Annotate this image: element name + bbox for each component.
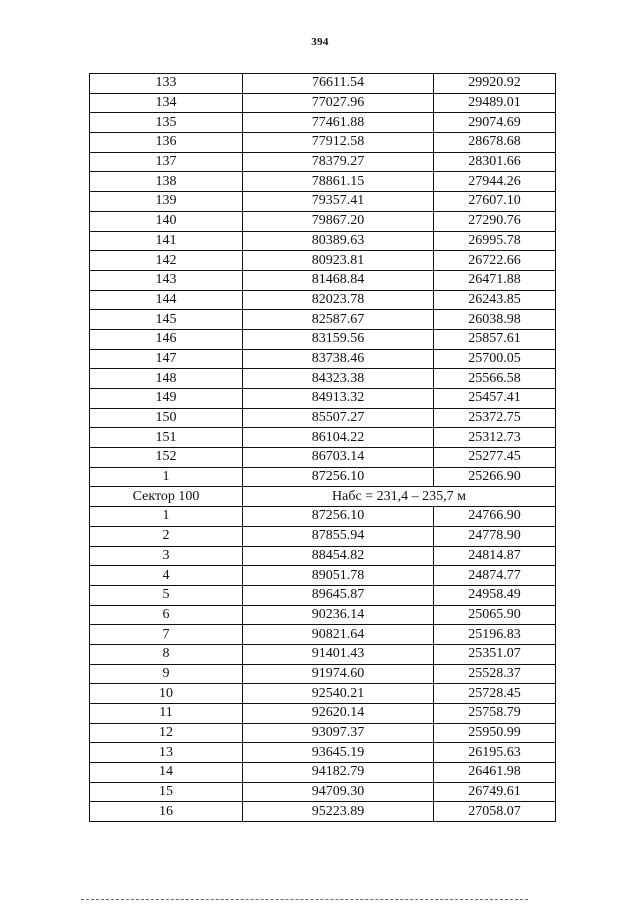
y-coordinate-cell: 25266.90 xyxy=(434,467,556,487)
point-number-cell: 147 xyxy=(90,349,243,369)
table-row xyxy=(90,526,556,546)
point-number-cell: 4 xyxy=(90,566,243,586)
point-number-cell: 11 xyxy=(90,704,243,724)
table-row xyxy=(90,93,556,113)
y-coordinate-cell: 25728.45 xyxy=(434,684,556,704)
x-coordinate-cell: 79867.20 xyxy=(243,211,434,231)
table-row xyxy=(90,802,556,822)
table-row xyxy=(90,644,556,664)
table-row xyxy=(90,349,556,369)
table-row xyxy=(90,566,556,586)
point-number-cell: 144 xyxy=(90,290,243,310)
x-coordinate-cell: 93645.19 xyxy=(243,743,434,763)
y-coordinate-cell: 25457.41 xyxy=(434,389,556,409)
point-number-cell: 16 xyxy=(90,802,243,822)
x-coordinate-cell: 78861.15 xyxy=(243,172,434,192)
y-coordinate-cell: 27058.07 xyxy=(434,802,556,822)
point-number-cell: 149 xyxy=(90,389,243,409)
x-coordinate-cell: 82023.78 xyxy=(243,290,434,310)
point-number-cell: 133 xyxy=(90,74,243,94)
table-row xyxy=(90,585,556,605)
y-coordinate-cell: 27290.76 xyxy=(434,211,556,231)
y-coordinate-cell: 28678.68 xyxy=(434,133,556,153)
point-number-cell: 14 xyxy=(90,763,243,783)
point-number-cell: 10 xyxy=(90,684,243,704)
table-row xyxy=(90,113,556,133)
table-row xyxy=(90,546,556,566)
point-number-cell: 142 xyxy=(90,251,243,271)
point-number-cell: 151 xyxy=(90,428,243,448)
page-number: 394 xyxy=(311,36,329,48)
x-coordinate-cell: 79357.41 xyxy=(243,192,434,212)
table-row xyxy=(90,172,556,192)
table-row xyxy=(90,231,556,251)
x-coordinate-cell: 88454.82 xyxy=(243,546,434,566)
table-row xyxy=(90,369,556,389)
y-coordinate-cell: 29489.01 xyxy=(434,93,556,113)
y-coordinate-cell: 27944.26 xyxy=(434,172,556,192)
x-coordinate-cell: 92620.14 xyxy=(243,704,434,724)
x-coordinate-cell: 87855.94 xyxy=(243,526,434,546)
table-row xyxy=(90,467,556,487)
table-row xyxy=(90,192,556,212)
x-coordinate-cell: 91401.43 xyxy=(243,644,434,664)
x-coordinate-cell: 84323.38 xyxy=(243,369,434,389)
x-coordinate-cell: 81468.84 xyxy=(243,270,434,290)
point-number-cell: 146 xyxy=(90,329,243,349)
point-number-cell: 139 xyxy=(90,192,243,212)
y-coordinate-cell: 25196.83 xyxy=(434,625,556,645)
x-coordinate-cell: 82587.67 xyxy=(243,310,434,330)
table-row xyxy=(90,74,556,94)
y-coordinate-cell: 26749.61 xyxy=(434,782,556,802)
point-number-cell: 150 xyxy=(90,408,243,428)
point-number-cell: 136 xyxy=(90,133,243,153)
table-row xyxy=(90,448,556,468)
x-coordinate-cell: 84913.32 xyxy=(243,389,434,409)
point-number-cell: 140 xyxy=(90,211,243,231)
point-number-cell: 141 xyxy=(90,231,243,251)
x-coordinate-cell: 94182.79 xyxy=(243,763,434,783)
x-coordinate-cell: 85507.27 xyxy=(243,408,434,428)
table-row xyxy=(90,763,556,783)
table-row xyxy=(90,389,556,409)
y-coordinate-cell: 25566.58 xyxy=(434,369,556,389)
y-coordinate-cell: 25277.45 xyxy=(434,448,556,468)
table-row xyxy=(90,743,556,763)
x-coordinate-cell: 77912.58 xyxy=(243,133,434,153)
table-row xyxy=(90,211,556,231)
point-number-cell: 135 xyxy=(90,113,243,133)
y-coordinate-cell: 29920.92 xyxy=(434,74,556,94)
point-number-cell: 138 xyxy=(90,172,243,192)
x-coordinate-cell: 94709.30 xyxy=(243,782,434,802)
table-row xyxy=(90,408,556,428)
y-coordinate-cell: 24874.77 xyxy=(434,566,556,586)
y-coordinate-cell: 26471.88 xyxy=(434,270,556,290)
table-row xyxy=(90,723,556,743)
table-row xyxy=(90,605,556,625)
point-number-cell: 1 xyxy=(90,467,243,487)
sector-label: Сектор 100 xyxy=(90,487,243,507)
y-coordinate-cell: 26722.66 xyxy=(434,251,556,271)
y-coordinate-cell: 29074.69 xyxy=(434,113,556,133)
table-row xyxy=(90,310,556,330)
point-number-cell: 15 xyxy=(90,782,243,802)
x-coordinate-cell: 76611.54 xyxy=(243,74,434,94)
point-number-cell: 145 xyxy=(90,310,243,330)
y-coordinate-cell: 24778.90 xyxy=(434,526,556,546)
x-coordinate-cell: 77461.88 xyxy=(243,113,434,133)
point-number-cell: 9 xyxy=(90,664,243,684)
x-coordinate-cell: 90236.14 xyxy=(243,605,434,625)
table-row xyxy=(90,428,556,448)
table-row xyxy=(90,152,556,172)
sector-height-range: Набс = 231,4 – 235,7 м xyxy=(243,487,556,507)
x-coordinate-cell: 93097.37 xyxy=(243,723,434,743)
y-coordinate-cell: 26195.63 xyxy=(434,743,556,763)
y-coordinate-cell: 25528.37 xyxy=(434,664,556,684)
point-number-cell: 8 xyxy=(90,644,243,664)
x-coordinate-cell: 95223.89 xyxy=(243,802,434,822)
y-coordinate-cell: 24814.87 xyxy=(434,546,556,566)
y-coordinate-cell: 24766.90 xyxy=(434,507,556,527)
y-coordinate-cell: 25065.90 xyxy=(434,605,556,625)
point-number-cell: 6 xyxy=(90,605,243,625)
y-coordinate-cell: 25857.61 xyxy=(434,329,556,349)
point-number-cell: 12 xyxy=(90,723,243,743)
x-coordinate-cell: 92540.21 xyxy=(243,684,434,704)
y-coordinate-cell: 25700.05 xyxy=(434,349,556,369)
y-coordinate-cell: 26461.98 xyxy=(434,763,556,783)
y-coordinate-cell: 26995.78 xyxy=(434,231,556,251)
y-coordinate-cell: 26038.98 xyxy=(434,310,556,330)
y-coordinate-cell: 25312.73 xyxy=(434,428,556,448)
x-coordinate-cell: 90821.64 xyxy=(243,625,434,645)
point-number-cell: 2 xyxy=(90,526,243,546)
x-coordinate-cell: 80923.81 xyxy=(243,251,434,271)
point-number-cell: 143 xyxy=(90,270,243,290)
point-number-cell: 1 xyxy=(90,507,243,527)
table-row xyxy=(90,625,556,645)
table-row xyxy=(90,270,556,290)
x-coordinate-cell: 83159.56 xyxy=(243,329,434,349)
table-row xyxy=(90,704,556,724)
y-coordinate-cell: 24958.49 xyxy=(434,585,556,605)
footer-divider xyxy=(81,899,528,900)
x-coordinate-cell: 86104.22 xyxy=(243,428,434,448)
point-number-cell: 3 xyxy=(90,546,243,566)
x-coordinate-cell: 83738.46 xyxy=(243,349,434,369)
coordinates-table xyxy=(89,73,556,822)
table-row xyxy=(90,664,556,684)
table-row xyxy=(90,329,556,349)
y-coordinate-cell: 25372.75 xyxy=(434,408,556,428)
point-number-cell: 7 xyxy=(90,625,243,645)
point-number-cell: 148 xyxy=(90,369,243,389)
y-coordinate-cell: 25758.79 xyxy=(434,704,556,724)
table-row xyxy=(90,684,556,704)
table-row xyxy=(90,290,556,310)
point-number-cell: 5 xyxy=(90,585,243,605)
y-coordinate-cell: 28301.66 xyxy=(434,152,556,172)
x-coordinate-cell: 89051.78 xyxy=(243,566,434,586)
point-number-cell: 152 xyxy=(90,448,243,468)
point-number-cell: 134 xyxy=(90,93,243,113)
x-coordinate-cell: 86703.14 xyxy=(243,448,434,468)
table-row xyxy=(90,507,556,527)
point-number-cell: 137 xyxy=(90,152,243,172)
y-coordinate-cell: 26243.85 xyxy=(434,290,556,310)
x-coordinate-cell: 78379.27 xyxy=(243,152,434,172)
y-coordinate-cell: 27607.10 xyxy=(434,192,556,212)
x-coordinate-cell: 80389.63 xyxy=(243,231,434,251)
x-coordinate-cell: 87256.10 xyxy=(243,507,434,527)
x-coordinate-cell: 77027.96 xyxy=(243,93,434,113)
x-coordinate-cell: 91974.60 xyxy=(243,664,434,684)
sector-header-row xyxy=(90,487,556,507)
table-row xyxy=(90,133,556,153)
coordinates-table-body xyxy=(90,74,556,822)
x-coordinate-cell: 89645.87 xyxy=(243,585,434,605)
y-coordinate-cell: 25950.99 xyxy=(434,723,556,743)
point-number-cell: 13 xyxy=(90,743,243,763)
table-row xyxy=(90,251,556,271)
table-row xyxy=(90,782,556,802)
y-coordinate-cell: 25351.07 xyxy=(434,644,556,664)
x-coordinate-cell: 87256.10 xyxy=(243,467,434,487)
